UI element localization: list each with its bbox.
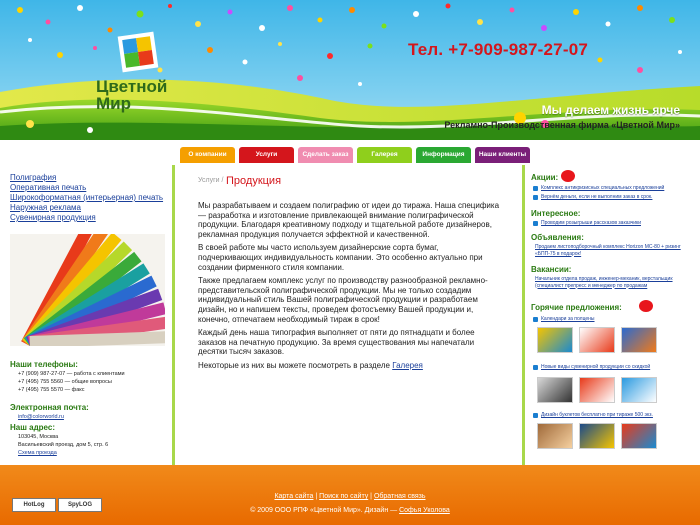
sidebar-link-printing[interactable]: Полиграфия — [10, 173, 57, 182]
hot-link-2[interactable]: Новые виды сувенирной продукции со скидкой — [541, 364, 651, 370]
hot-thumbs-row-2 — [537, 377, 657, 403]
jobs-title: Вакансии: — [531, 265, 572, 274]
footer-sitemap-link[interactable]: Карта сайта — [274, 493, 314, 500]
phone-line-3: +7 (495) 755 5570 — факс — [18, 387, 85, 393]
right-sidebar — [522, 165, 700, 465]
hot-link-3[interactable]: Дизайн буклетов бесплатно при тираже 500 экз. — [541, 412, 653, 418]
bullet-icon — [533, 186, 538, 191]
promo-link-2[interactable]: Вернём деньги, если не выполним заказ в срок. — [541, 194, 653, 200]
designer-link[interactable]: Софья Уколова — [399, 507, 450, 514]
copyright-text: © 2009 ООО РПФ «Цветной Мир». Дизайн — — [250, 507, 398, 514]
phone-line-2: +7 (495) 755 5560 — общие вопросы — [18, 379, 112, 385]
paragraph: Каждый день наша типография выполняет от пяти до пятнадцати и более заказов на печатную продукцию. За время существования мы напечатали десятки тысяч заказов. — [198, 328, 475, 357]
promo-badge-icon — [561, 170, 575, 182]
calendar-thumb[interactable] — [537, 327, 573, 353]
souvenir-thumb[interactable] — [621, 377, 657, 403]
bullet-icon — [533, 365, 538, 370]
hotlog-counter[interactable]: HotLog — [12, 498, 56, 512]
nav-services[interactable]: Услуги — [239, 147, 294, 163]
hot-badge-icon — [639, 300, 653, 312]
email-title: Электронная почта: — [10, 403, 89, 412]
logo-icon — [118, 32, 159, 73]
color-swatch-image — [10, 234, 165, 346]
banner-art — [0, 0, 700, 140]
email-link[interactable]: info@colorworld.ru — [18, 414, 64, 420]
nav-clients[interactable]: Наши клиенты — [475, 147, 530, 163]
bullet-icon — [533, 221, 538, 226]
footer — [0, 465, 700, 525]
gallery-link[interactable]: Галерея — [392, 360, 423, 370]
last-prefix: Некоторые из них вы можете посмотреть в разделе — [198, 360, 390, 370]
promo-title: Акции: — [531, 173, 559, 182]
header-slogan: Мы делаем жизнь ярче — [541, 103, 680, 117]
paragraph: В своей работе мы часто используем дизайнерские сорта бумаг, подчеркивающих индивидуальность компании. Это особенно актуально при создании фирменного стиля компании. — [198, 243, 483, 272]
hot-link-1[interactable]: Календари за полцены — [541, 316, 595, 322]
address-line-2: Васильевский проезд, дом 5, стр. 6 — [18, 442, 109, 448]
interesting-link-1[interactable]: Проводим розыгрыши рассказов заказчики — [541, 220, 641, 226]
nav-gallery[interactable]: Галерея — [357, 147, 412, 163]
header-banner — [0, 0, 700, 140]
hot-thumbs-row-3 — [537, 423, 657, 449]
paragraph-last — [198, 361, 502, 371]
sidebar-link-souvenirs[interactable]: Сувенирная продукция — [10, 213, 96, 222]
hot-thumbs-row-1 — [537, 327, 657, 353]
ads-title: Объявления: — [531, 233, 584, 242]
interesting-title: Интересное: — [531, 209, 581, 218]
footer-copyright — [0, 507, 700, 514]
bullet-icon — [533, 413, 538, 418]
logo-line2: Мир — [96, 94, 131, 113]
main-content — [178, 165, 522, 465]
phones-title: Наши телефоны: — [10, 360, 78, 369]
booklet-thumb[interactable] — [579, 423, 615, 449]
map-link-row — [18, 449, 57, 457]
nav-order[interactable]: Сделать заказ — [298, 147, 353, 163]
breadcrumb[interactable]: Услуги / — [198, 177, 224, 184]
map-link[interactable]: Схема проезда — [18, 450, 57, 456]
page-title: Продукция — [226, 175, 282, 187]
left-sidebar — [0, 165, 175, 465]
hot-title: Горячие предложения: — [531, 303, 622, 312]
logo-text[interactable] — [96, 78, 167, 112]
bullet-icon — [533, 195, 538, 200]
header-phone: Тел. +7-909-987-27-07 — [408, 40, 589, 59]
address-line-1: 103045, Москва — [18, 434, 59, 440]
calendar-thumb[interactable] — [579, 327, 615, 353]
souvenir-thumb[interactable] — [579, 377, 615, 403]
bullet-icon — [533, 317, 538, 322]
address-title: Наш адрес: — [10, 423, 55, 432]
spylog-counter[interactable]: SpyLOG — [58, 498, 102, 512]
nav-about[interactable]: О компании — [180, 147, 235, 163]
footer-links: Карта сайта | Поиск по сайту | Обратная связь — [274, 493, 426, 500]
promo-link-1[interactable]: Комплекс антикризисных специальных предложений — [541, 185, 665, 191]
sidebar-link-wide-format[interactable]: Широкоформатная (интерьерная) печать — [10, 193, 164, 202]
booklet-thumb[interactable] — [621, 423, 657, 449]
main-nav — [180, 147, 530, 163]
phone-line-1: +7 (909) 987-27-07 — работа с клиентами — [18, 371, 125, 377]
email-value — [18, 413, 64, 421]
booklet-thumb[interactable] — [537, 423, 573, 449]
jobs-link-1[interactable]: Начальник отдела продаж, инженер-механик, верстальщик (специалист препресс и менеджер по продажам — [535, 276, 673, 289]
souvenir-thumb[interactable] — [537, 377, 573, 403]
logo-line1: Цветной — [96, 77, 168, 96]
footer-feedback-link[interactable]: Обратная связь — [373, 493, 426, 500]
header-company: Рекламно-Производственная фирма «Цветной Мир» — [444, 120, 680, 130]
article-body — [198, 201, 502, 375]
calendar-thumb[interactable] — [621, 327, 657, 353]
services-menu — [10, 173, 163, 223]
footer-search-link[interactable]: Поиск по сайту — [319, 493, 369, 500]
sidebar-link-quick-print[interactable]: Оперативная печать — [10, 183, 87, 192]
nav-info[interactable]: Информация — [416, 147, 471, 163]
paragraph: Мы разрабатываем и создаем полиграфию от идеи до тиража. Наша специфика — разработка и изготовление привлекающей внимание полиграфической продукции. Благодаря креативному подходу и тщательной работе дизайнеров, рекламная продукция получается эффектной и качественной. — [198, 201, 500, 239]
paragraph: Также предлагаем комплекс услуг по производству разнообразной рекламно-представительской полиграфической продукции. Мы не только создадим индивидуальный стиль Вашей полиграфической продукции и разработаем дизайн, но и напишем тексты, проведем фотосъемку Вашей продукции и, конечно, отпечатаем необходимый тираж в срок! — [198, 276, 488, 324]
sidebar-link-outdoor[interactable]: Наружная реклама — [10, 203, 82, 212]
ads-link-1[interactable]: Продаем листоподборочный комплекс Horizon MC-80 + ризинг «БПП-75 в подарок! — [535, 244, 681, 257]
